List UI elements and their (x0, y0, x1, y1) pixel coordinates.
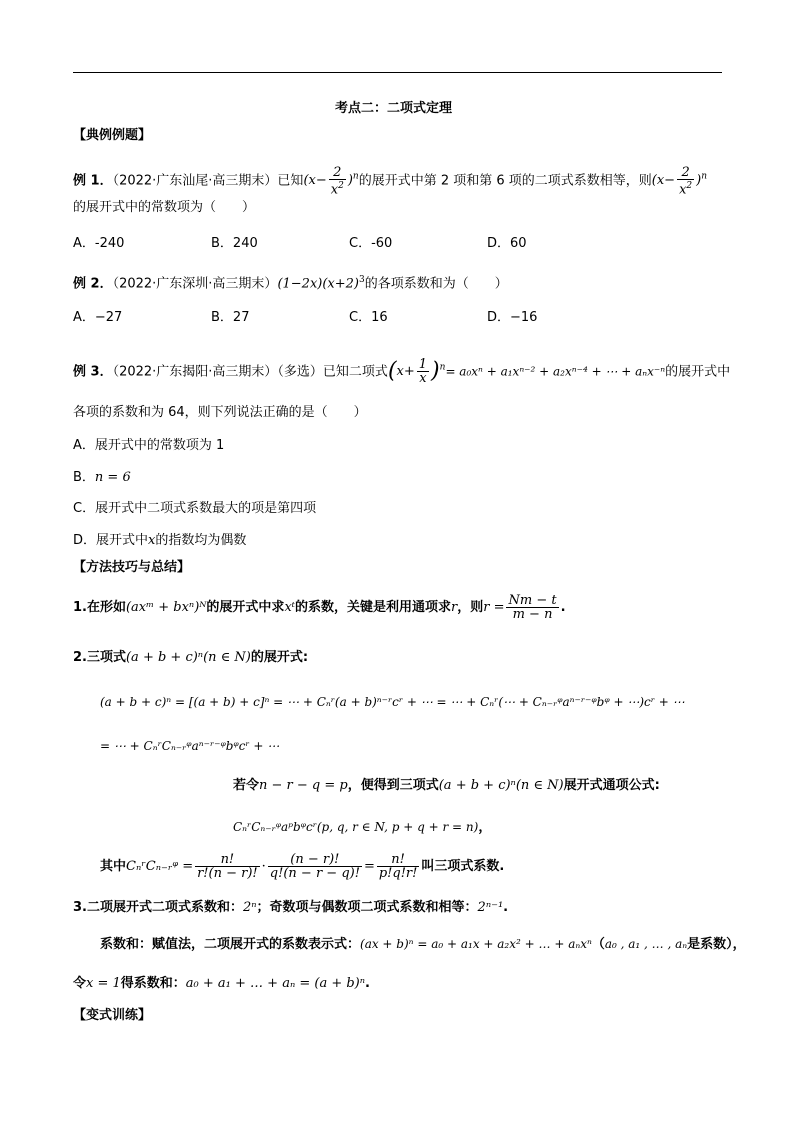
example-2-expr: (1−2x)(x+2) (277, 276, 359, 292)
method-3-line2-b: （ (591, 937, 605, 952)
method-1-fraction (506, 594, 558, 621)
header-rule (73, 72, 722, 73)
example-3-option-d (73, 531, 246, 551)
method-3-line1-b: ；奇数项与偶数项二项式系数和相等： (256, 900, 478, 915)
method-2-let-expr: (a + b + c)ⁿ(n ∈ N) (438, 778, 564, 793)
example-2-line1 (73, 270, 508, 294)
example-3-option-d-b: 的指数均为偶数 (155, 533, 247, 548)
example-2-option-c: C．16 (349, 310, 388, 325)
example-1-mid: 的展开式中第 2 项和第 6 项的二项式系数相等，则 (358, 173, 652, 189)
method-1-pre: 1.在形如 (73, 600, 126, 615)
method-2-eq2: = ⋯ + CₙʳCₙ₋ᵣᵠaⁿ⁻ʳ⁻ᵠbᵠcʳ + ⋯ (100, 739, 280, 753)
method-2-eq1: (a + b + c)ⁿ = [(a + b) + c]ⁿ = ⋯ + Cₙʳ(a + b)ⁿ⁻ʳcʳ + ⋯ = ⋯ + Cₙʳ(⋯ + Cₙ₋ᵣᵠaⁿ⁻ʳ⁻ᵠbᵠ + ⋯)cʳ + ⋯ (100, 695, 685, 709)
training-header: 【变式训练】 (73, 1008, 152, 1023)
method-3-line2-a: 系数和：赋值法，二项展开式的系数表示式： (100, 937, 361, 952)
method-2-let-math: n − r − q = p (259, 778, 348, 793)
example-2-label: 例 2． (73, 276, 113, 292)
method-3-line3-m1: x = 1 (86, 976, 121, 991)
section-title: 考点二：二项式定理 (335, 101, 453, 116)
example-3-option-b-math: n = 6 (94, 470, 131, 485)
method-3-line3-b: 得系数和： (120, 976, 186, 991)
method-3-line2 (100, 934, 746, 955)
method-1-mid: 的展开式中求 (206, 600, 285, 615)
example-3-option-d-x: x (148, 533, 156, 548)
method-3-line3-m2: a₀ + a₁ + … + aₙ = (a + b)ⁿ (185, 976, 366, 991)
method-1-den: m − n (512, 607, 553, 622)
example-3-label: 例 3． (73, 364, 113, 380)
method-2-frac-2-num: (n − r)! (268, 853, 362, 867)
example-2-exponent: 3 (359, 275, 365, 285)
example-3-option-b (73, 468, 131, 488)
method-2-title (73, 648, 308, 668)
example-1-options (73, 234, 625, 254)
method-2-frac-3-den: p!q!r! (378, 866, 418, 881)
method-3-line1-m2: 2ⁿ⁻¹ (477, 900, 504, 915)
example-3-option-d-a: D．展开式中 (73, 533, 149, 548)
example-3-line1 (73, 350, 730, 390)
method-1-mid2: 的系数，关键是利用通项求 (294, 600, 451, 615)
example-3-option-c: C．展开式中二项式系数最大的项是第四项 (73, 501, 317, 516)
method-2-let-end: 展开式通项公式: (563, 778, 660, 793)
method-1-r: r (451, 600, 458, 615)
example-1-label: 例 1． (73, 173, 113, 189)
method-3-line2-m: (ax + b)ⁿ = a₀ + a₁x + a₂x² + … + aₙxⁿ (360, 937, 592, 951)
method-2-where: 其中 (100, 859, 127, 874)
example-3-option-a: A．展开式中的常数项为 1 (73, 438, 225, 453)
method-1 (73, 590, 566, 626)
method-1-end: . (560, 600, 566, 615)
method-1-num: Nm − t (508, 593, 557, 608)
example-2-source: （2022·广东深圳·高三期末） (112, 276, 278, 292)
example-1-option-c: C．-60 (349, 236, 393, 251)
method-2-frac-3-num: n! (377, 853, 420, 867)
method-1-xt: xᵗ (284, 600, 295, 615)
method-3-line3 (73, 974, 370, 994)
example-1-line2: 的展开式中的常数项为（ ） (73, 200, 256, 215)
method-3-line1 (73, 898, 508, 918)
method-2-general-term: CₙʳCₙ₋ᵣᵠaᵖbᵠcʳ(p, q, r ∈ N, p + q + r = n) (233, 820, 479, 834)
example-1-expr-2: (x− $\frac{2}{x^2}$ )$^n$ (651, 164, 708, 197)
method-2-end: 的展开式: (250, 650, 309, 665)
method-2-general-end: ， (478, 820, 492, 835)
example-1-option-a: A．-240 (73, 236, 125, 251)
examples-header: 【典例例题】 (73, 128, 152, 143)
method-2-frac-2-den: q!(n − r − q)! (269, 866, 360, 881)
example-3-line2: 各项的系数和为 64，则下列说法正确的是（ ） (73, 405, 367, 420)
example-2-option-b: B．27 (211, 310, 250, 325)
example-3-option-b-label: B． (73, 470, 95, 485)
method-2-general (233, 817, 491, 838)
method-2-c-expr: CₙʳCₙ₋ᵣᵠ = (126, 859, 194, 874)
example-3-expansion: = a₀xⁿ + a₁xⁿ⁻² + a₂xⁿ⁻⁴ + ⋯ + aₙx⁻ⁿ (445, 364, 666, 379)
method-3-line3-a: 令 (73, 976, 87, 991)
method-3-line3-end: . (365, 976, 370, 991)
method-3-line2-c: 是系数）， (687, 937, 746, 952)
example-3-binomial: (x+ $\frac{1}{x}$ )$^n$ (387, 357, 446, 387)
method-2-frac-1-num: n! (195, 853, 260, 867)
method-3-line2-m2: a₀ , a₁ , … , aₙ (604, 937, 688, 951)
method-2-let-mid: ，便得到三项式 (347, 778, 439, 793)
example-1-line1 (73, 160, 707, 198)
method-3-line1-a: 3.二项展开式二项式系数和： (73, 900, 243, 915)
method-2-frac-1-den: r!(n − r)! (197, 866, 258, 881)
method-1-expr: (axᵐ + bxⁿ)ᴺ (125, 600, 207, 615)
method-3-line1-end: . (503, 900, 509, 915)
example-2-options (73, 308, 625, 328)
method-1-mid3: ，则 (457, 600, 484, 615)
example-1-expr: (x− $\frac{2}{x^2}$ )$^n$ (303, 164, 359, 197)
method-2-coefficient: 其中CₙʳCₙ₋ᵣᵠ = $\frac{n!}{r!(n - r)!}$ · $\frac{(n - r)!}{q!(n - r - q)!}$ = $\frac{n!}{p!q!r!}$ 叫三项式系数. (100, 852, 505, 881)
method-2-let (233, 776, 660, 796)
method-3-line1-m1: 2ⁿ (242, 900, 257, 915)
method-2-frac-2 (268, 853, 362, 880)
example-1-option-d: D．60 (487, 236, 527, 251)
method-2-frac-1 (195, 853, 260, 880)
method-2-let-pre: 若令 (233, 778, 260, 793)
example-3-source: （2022·广东揭阳·高三期末）（多选）已知二项式 (112, 364, 388, 380)
method-2-pre: 2.三项式 (73, 650, 126, 665)
method-2-frac-3 (377, 853, 420, 880)
example-1-source: （2022·广东汕尾·高三期末）已知 (112, 173, 304, 189)
method-2-tail: 叫三项式系数. (421, 859, 505, 874)
methods-header: 【方法技巧与总结】 (73, 560, 191, 575)
example-1-option-b: B．240 (211, 236, 258, 251)
example-2-option-a: A．−27 (73, 310, 123, 325)
method-1-lhs: r = (483, 600, 505, 615)
method-2-expr: (a + b + c)ⁿ(n ∈ N) (125, 650, 251, 665)
example-2-tail: 的各项系数和为（ ） (364, 276, 508, 292)
example-2-option-d: D．−16 (487, 310, 538, 325)
example-3-tail: 的展开式中 (665, 364, 731, 380)
